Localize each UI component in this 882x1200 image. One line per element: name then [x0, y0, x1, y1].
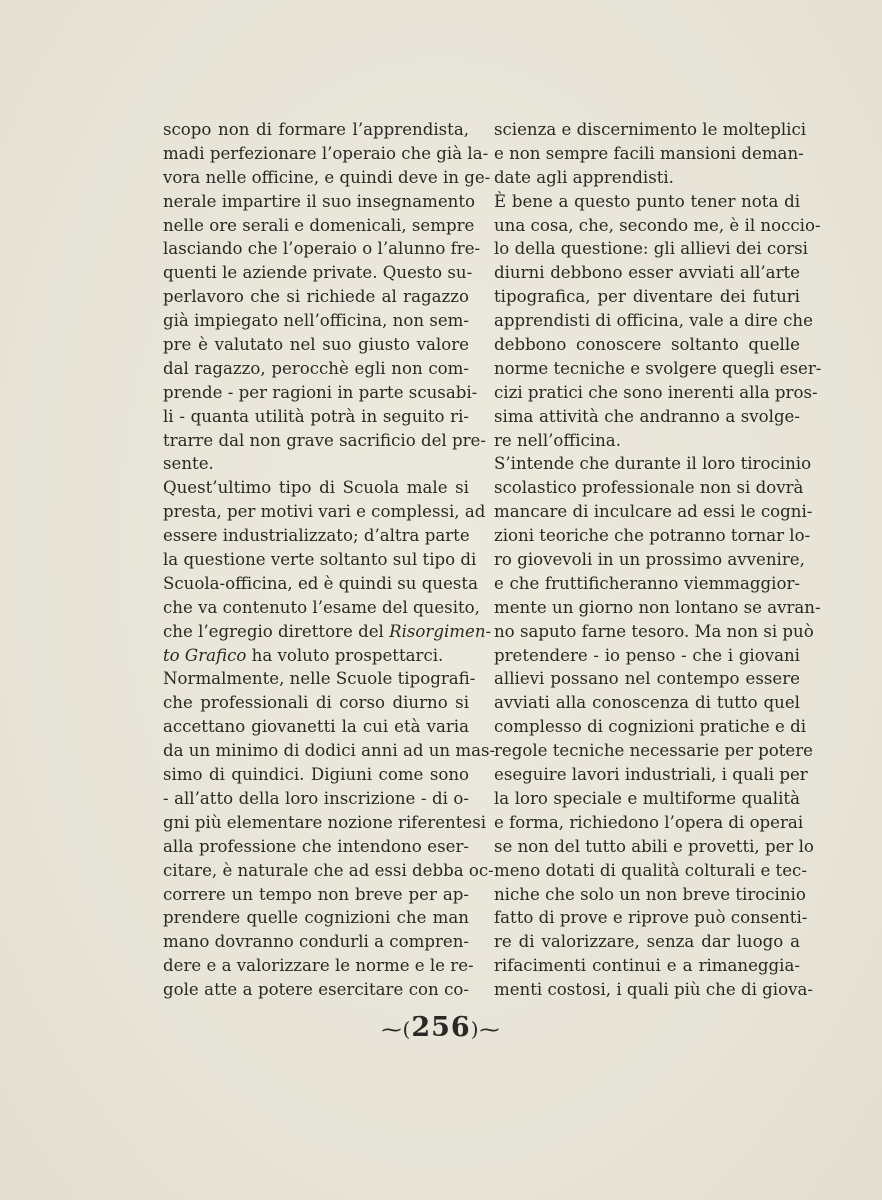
text-line: alla professione che intendono eser-: [163, 836, 469, 856]
text-line: ro giovevoli in un prossimo avvenire,: [494, 550, 805, 570]
text-line: Quest’ultimo tipo di Scuola male si: [163, 478, 469, 498]
text-line: da un minimo di dodici anni ad un mas-: [163, 741, 496, 761]
text-line: scienza e discernimento le molteplici: [494, 120, 807, 139]
text-line: dal ragazzo, perocchè egli non com-: [163, 358, 469, 378]
text-line: prende - per ragioni in parte scusabi-: [163, 382, 478, 402]
text-line: simo di quindici. Digiuni come sono: [163, 765, 469, 785]
text-line: debbono conoscere soltanto quelle: [494, 335, 800, 355]
text-line: accettano giovanetti la cui età varia: [163, 717, 469, 737]
text-line: norme tecniche e svolgere quegli eser-: [494, 358, 822, 378]
text-line: meno dotati di qualità colturali e tec-: [494, 860, 807, 880]
text-line: già impiegato nell’officina, non sem-: [163, 311, 469, 331]
right-text-column: [494, 118, 822, 1002]
text-line: mano dovranno condurli a compren-: [163, 932, 469, 952]
text-line: sente.: [163, 454, 214, 474]
text-line: complesso di cognizioni pratiche e di: [494, 717, 806, 737]
text-line: e non sempre facili mansioni deman-: [494, 143, 804, 163]
text-line: eseguire lavori industriali, i quali per: [494, 765, 808, 785]
text-line: vora nelle officine, e quindi deve in ge-: [163, 167, 491, 187]
text-line: avviati alla conoscenza di tutto quel: [494, 693, 800, 713]
text-line: cizi pratici che sono inerenti alla pros-: [494, 382, 818, 402]
text-line: mancare di inculcare ad essi le cogni-: [494, 502, 813, 522]
text-line: re di valorizzare, senza dar luogo a: [494, 932, 800, 952]
text-line: prendere quelle cognizioni che man: [163, 908, 469, 928]
text-line: la questione verte soltanto sul tipo di: [163, 550, 477, 570]
text-line: allievi possano nel contempo essere: [494, 669, 800, 689]
text-line: Normalmente, nelle Scuole tipografi-: [163, 669, 476, 689]
text-line: che l’egregio direttore del Risorgimen-: [163, 621, 492, 641]
text-line: scopo non di formare l’apprendista,: [163, 120, 469, 139]
text-line: li - quanta utilità potrà in seguito ri-: [163, 406, 469, 426]
page-number-ornament-right: )⁓: [470, 1017, 501, 1041]
text-line: niche che solo un non breve tirocinio: [494, 884, 806, 904]
text-line: e che fruttificheranno viemmaggior-: [494, 573, 800, 593]
text-line: dere e a valorizzare le norme e le re-: [163, 956, 474, 976]
text-line: lasciando che l’operaio o l’alunno fre-: [163, 239, 481, 259]
text-line: la loro speciale e multiforme qualità: [494, 788, 800, 808]
text-line: se non del tutto abili e provetti, per lo: [494, 836, 814, 856]
text-line: Scuola-officina, ed è quindi su questa: [163, 573, 478, 593]
text-line: È bene a questo punto tener nota di: [494, 191, 800, 211]
text-line: diurni debbono esser avviati all’arte: [494, 263, 800, 283]
text-line: S’intende che durante il loro tirocinio: [494, 454, 812, 474]
text-line: to Grafico ha voluto prospettarci.: [163, 645, 444, 665]
text-line: gole atte a potere esercitare con co-: [163, 980, 469, 1000]
left-text-column: [163, 118, 496, 1002]
page-number-value: 256: [411, 1012, 471, 1043]
text-line: citare, è naturale che ad essi debba oc-: [163, 860, 494, 880]
text-line: essere industrializzato; d’altra parte: [163, 526, 470, 546]
text-line: trarre dal non grave sacrificio del pre-: [163, 430, 486, 450]
text-line: no saputo farne tesoro. Ma non si può: [494, 621, 814, 641]
text-line: che va contenuto l’esame del quesito,: [163, 597, 480, 617]
text-line: scolastico professionale non si dovrà: [494, 478, 804, 498]
text-line: sima attività che andranno a svolge-: [494, 406, 800, 426]
text-line: madi perfezionare l’operaio che già la-: [163, 143, 489, 163]
text-line: pre è valutato nel suo giusto valore: [163, 335, 469, 355]
text-line: perlavoro che si richiede al ragazzo: [163, 287, 469, 307]
text-line: presta, per motivi vari e complessi, ad: [163, 502, 486, 522]
italic-title: to Grafico: [163, 645, 247, 665]
text-line: rifacimenti continui e a rimaneggia-: [494, 956, 800, 976]
text-line: date agli apprendisti.: [494, 167, 674, 187]
page-number: [0, 1012, 882, 1043]
text-line: fatto di prove e riprove può consenti-: [494, 908, 808, 928]
page-number-ornament-left: ⁓(: [381, 1017, 412, 1041]
text-line: pretendere - io penso - che i giovani: [494, 645, 800, 665]
text-line: menti costosi, i quali più che di giova-: [494, 980, 813, 1000]
text-line: correre un tempo non breve per ap-: [163, 884, 469, 904]
text-line: - all’atto della loro inscrizione - di o-: [163, 788, 469, 808]
text-line: re nell’officina.: [494, 430, 621, 450]
text-line: gni più elementare nozione riferentesi: [163, 812, 487, 832]
text-line: apprendisti di officina, vale a dire che: [494, 311, 813, 331]
text-line: nelle ore serali e domenicali, sempre: [163, 215, 475, 235]
text-line: mente un giorno non lontano se avran-: [494, 597, 821, 617]
italic-title: Risorgimen-: [389, 621, 492, 641]
text-line: una cosa, che, secondo me, è il noccio-: [494, 215, 821, 235]
text-line: quenti le aziende private. Questo su-: [163, 263, 473, 283]
text-line: zioni teoriche che potranno tornar lo-: [494, 526, 811, 546]
text-line: regole tecniche necessarie per potere: [494, 741, 814, 761]
text-line: lo della questione: gli allievi dei corsi: [494, 239, 808, 259]
text-line: e forma, richiedono l’opera di operai: [494, 812, 804, 832]
text-line: nerale impartire il suo insegnamento: [163, 191, 476, 211]
text-line: che professionali di corso diurno si: [163, 693, 469, 713]
text-line: tipografica, per diventare dei futuri: [494, 287, 800, 307]
